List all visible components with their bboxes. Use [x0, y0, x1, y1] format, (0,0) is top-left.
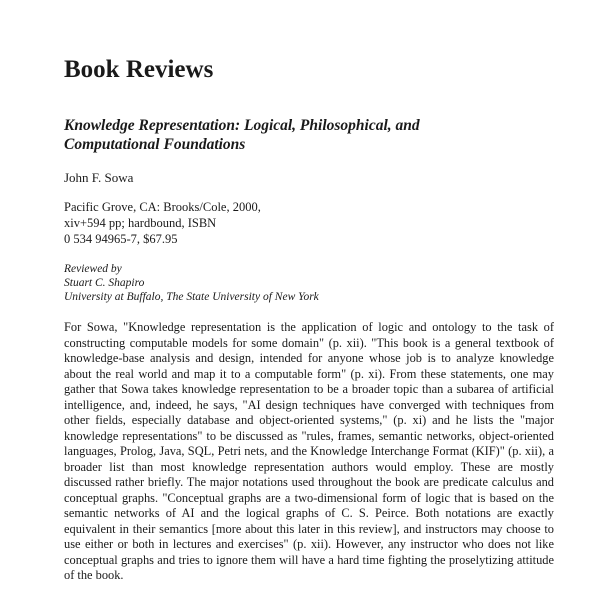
reviewer-info: [64, 262, 319, 304]
publisher-line: Pacific Grove, CA: Brooks/Cole, 2000,: [64, 200, 261, 214]
reviewer-name: Stuart C. Shapiro: [64, 277, 145, 289]
reviewed-by-label: Reviewed by: [64, 263, 122, 275]
pages-binding-line: xiv+594 pp; hardbound, ISBN: [64, 216, 217, 230]
isbn-price-line: 0 534 94965-7, $67.95: [64, 232, 178, 246]
section-title: Book Reviews: [64, 56, 214, 83]
book-title-line-1: Knowledge Representation: Logical, Philosophical, and: [64, 117, 420, 134]
reviewer-affiliation: University at Buffalo, The State University of New York: [64, 291, 319, 303]
book-title: [64, 116, 534, 154]
book-title-line-2: Computational Foundations: [64, 136, 246, 153]
book-author: John F. Sowa: [64, 170, 134, 185]
publication-info: [64, 199, 261, 247]
review-body-paragraph: For Sowa, "Knowledge representation is the application of logic and ontology to the task of constructing computable models for some domain" (p. xii). "This book is a general textbook of knowledge-base analysis and design, intended for anyone whose job is to analyze knowledge about the real world and map it to a computable form" (p. xi). From these statements, one may gather that Sowa takes knowledge representation to be a broader topic than a subarea of artificial intelligence, and, indeed, he says, "AI design techniques have converged with techniques from other fields, especially database and object-oriented systems," (p. xi) and he lists the "major knowledge representations" to be discussed as "rules, frames, semantic networks, object-oriented languages, Prolog, Java, SQL, Petri nets, and the Knowledge Interchange Format (KIF)" (p. xii), a broader list than most knowledge representation authors would employ. These are mostly discussed rather briefly. The major notations used throughout the book are predicate calculus and conceptual graphs. "Conceptual graphs are a two-dimensional form of logic that is based on the semantic networks of AI and the logical graphs of C. S. Peirce. Both notations are exactly equivalent in their semantics [more about this later in this review], and instructors may choose to use either or both in lectures and exercises" (p. xii). However, any instructor who does not like conceptual graphs and tries to ignore them will have a hard time fighting the proselytizing attitude of the book.: [64, 320, 554, 582]
